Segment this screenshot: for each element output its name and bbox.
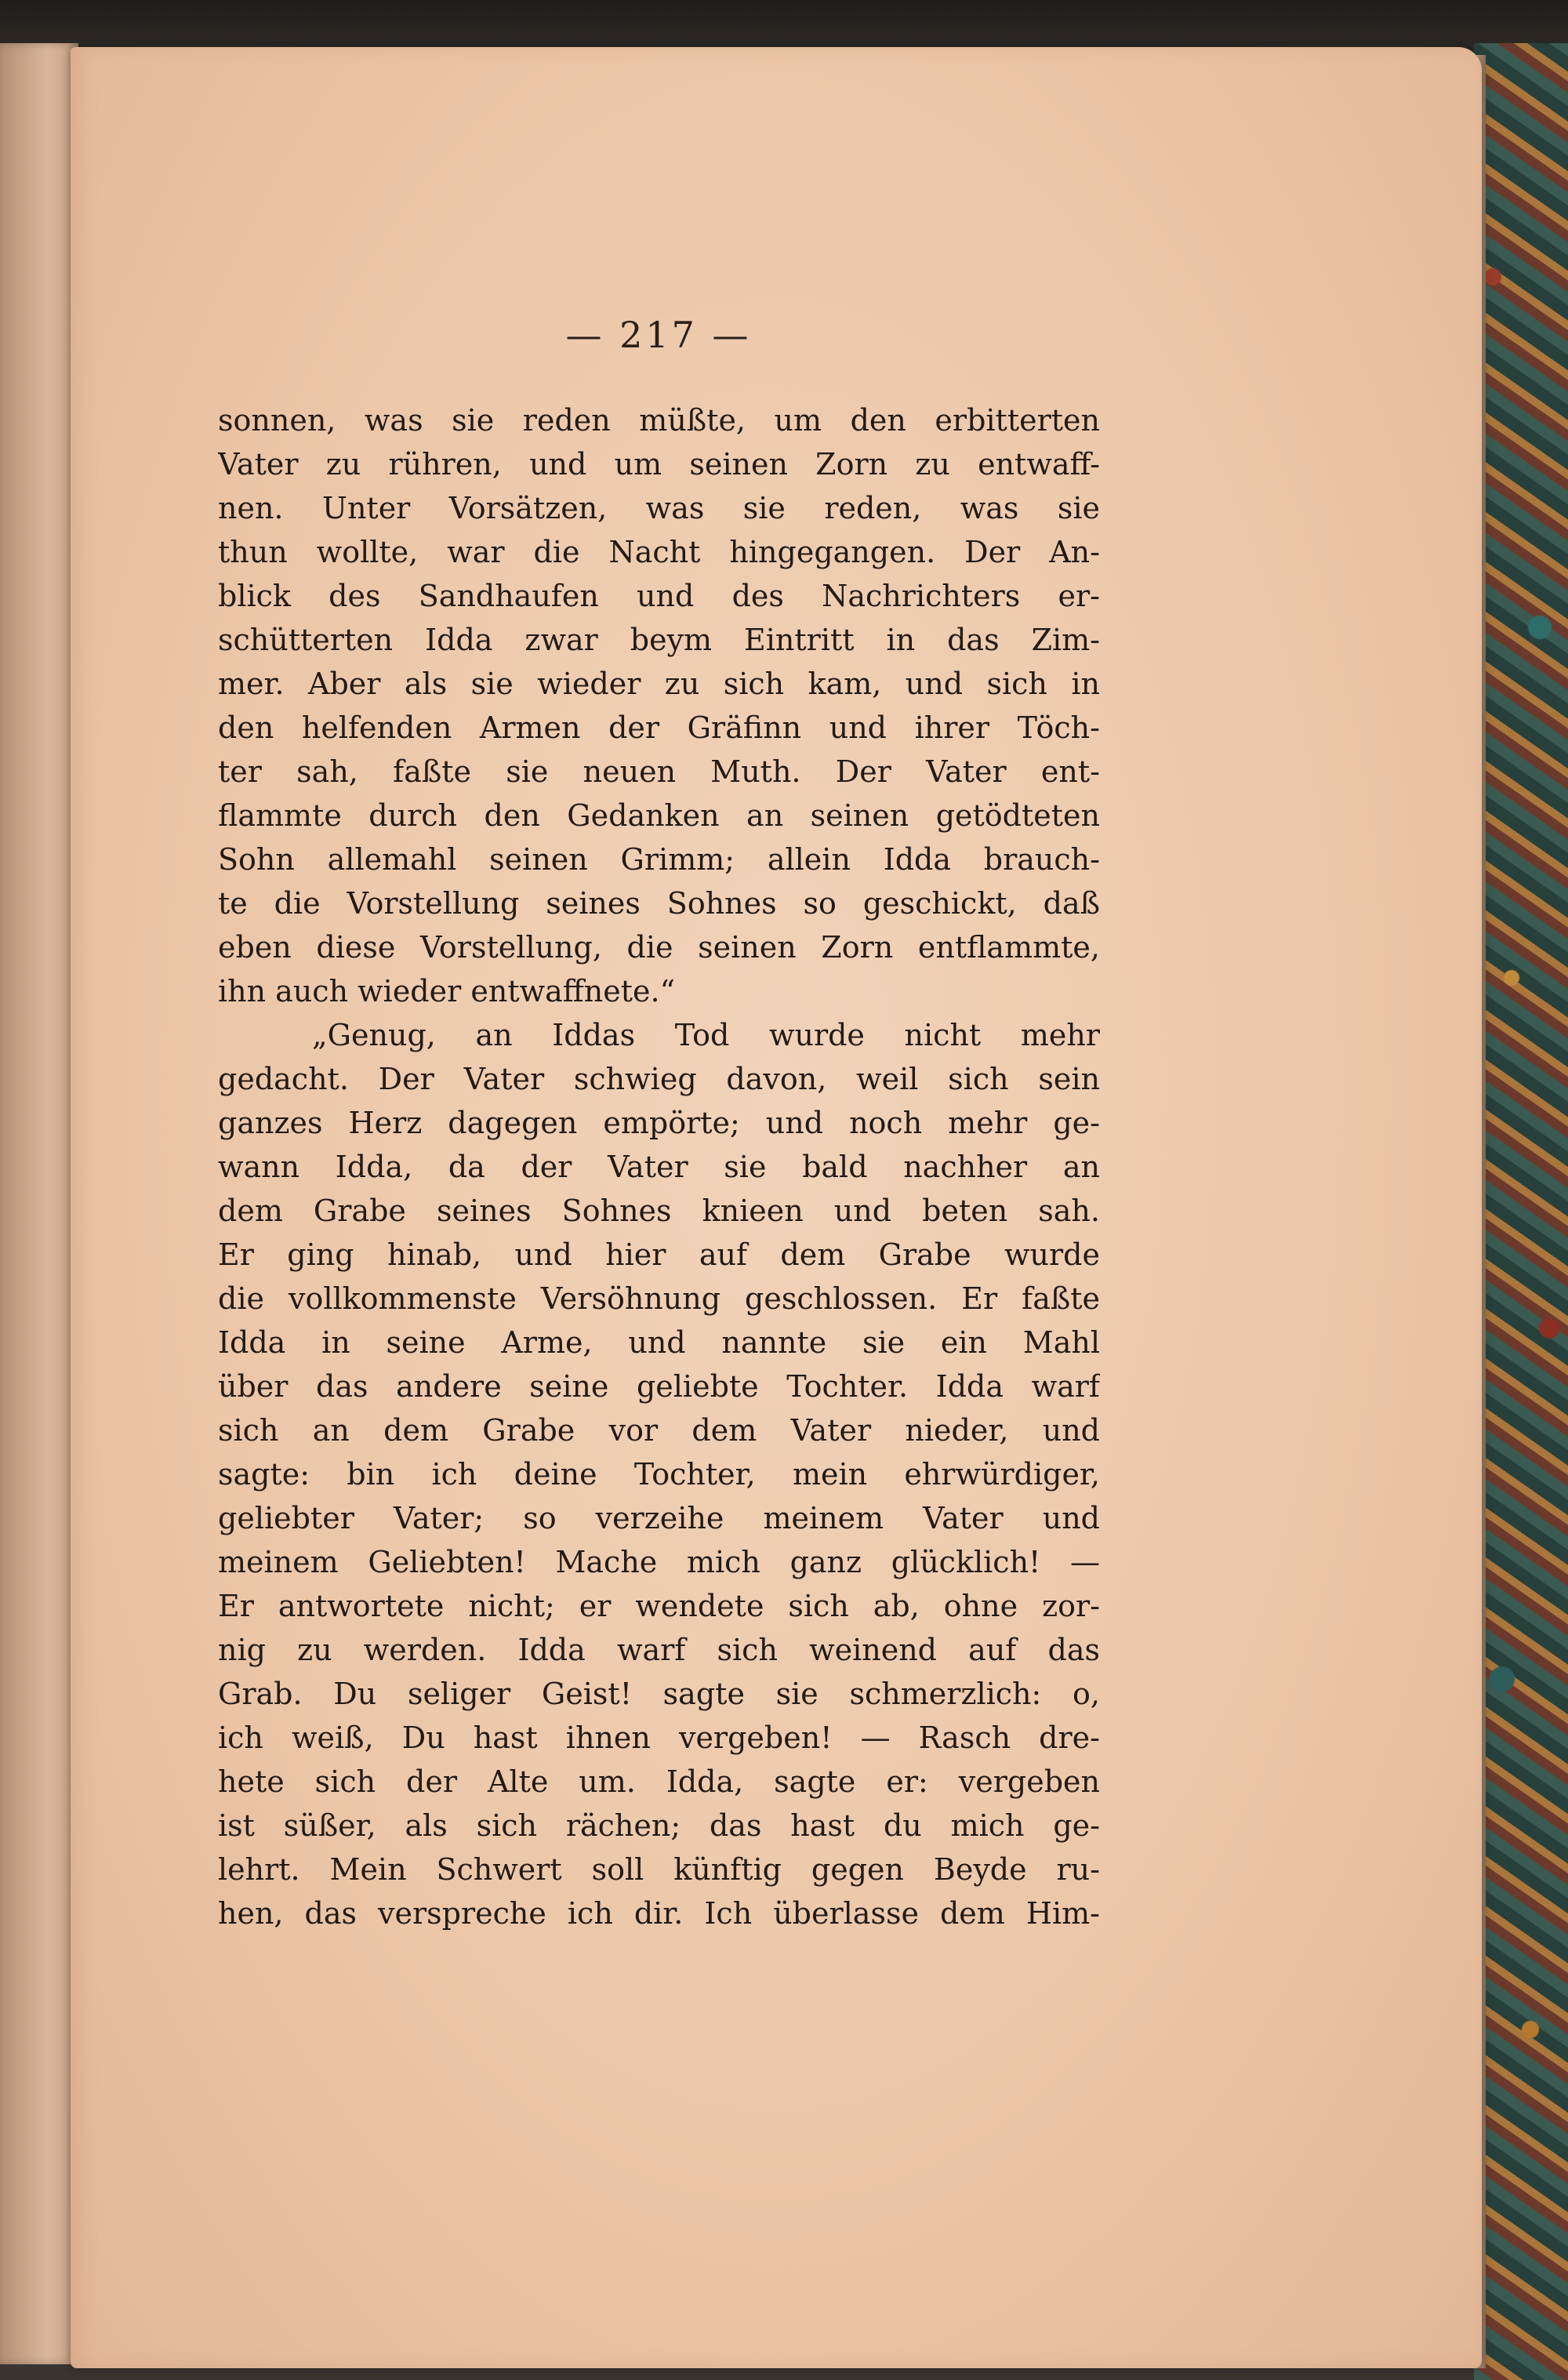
text-line: te die Vorstellung seines Sohnes so geschickt, daß [218,886,1100,921]
text-line: Idda in seine Arme, und nannte sie ein Mahl [218,1325,1100,1360]
text-line: nen. Unter Vorsätzen, was sie reden, was sie [218,491,1100,525]
text-line: ganzes Herz dagegen empörte; und noch mehr ge- [218,1106,1100,1140]
text-line: dem Grabe seines Sohnes knieen und beten sah. [218,1194,1100,1228]
left-facing-page-edge [0,43,78,2364]
text-line: ist süßer, als sich rächen; das hast du mich ge- [218,1808,1100,1843]
text-line: Er antwortete nicht; er wendete sich ab, ohne zor- [218,1589,1100,1623]
text-line: thun wollte, war die Nacht hingegangen. Der An- [218,535,1100,569]
text-line: flammte durch den Gedanken an seinen getödteten [218,798,1100,833]
text-line: nig zu werden. Idda warf sich weinend auf das [218,1633,1100,1667]
text-line: sonnen, was sie reden müßte, um den erbitterten [218,403,1100,438]
text-line: schütterten Idda zwar beym Eintritt in das Zim- [218,623,1100,657]
text-line: blick des Sandhaufen und des Nachrichters er- [218,579,1100,613]
paragraph-start-line: „Genug, an Iddas Tod wurde nicht mehr [312,1018,1100,1052]
page-number: — 217 — [565,314,752,356]
text-line: hen, das verspreche ich dir. Ich überlasse dem Him- [218,1896,1100,1931]
text-line: Sohn allemahl seinen Grimm; allein Idda brauch- [218,842,1100,877]
text-line: den helfenden Armen der Gräfinn und ihrer Töch- [218,710,1100,745]
marbled-cover-edge [1474,43,1568,2380]
text-line: hete sich der Alte um. Idda, sagte er: vergeben [218,1764,1100,1799]
text-line: lehrt. Mein Schwert soll künftig gegen Beyde ru- [218,1852,1100,1887]
text-line: meinem Geliebten! Mache mich ganz glücklich! — [218,1545,1100,1579]
text-line: geliebter Vater; so verzeihe meinem Vater und [218,1501,1100,1535]
text-line: die vollkommenste Versöhnung geschlossen. Er faßte [218,1281,1100,1316]
text-line: wann Idda, da der Vater sie bald nachher an [218,1150,1100,1184]
text-line: sich an dem Grabe vor dem Vater nieder, und [218,1413,1100,1448]
body-text [218,398,1100,1935]
text-line: Vater zu rühren, und um seinen Zorn zu entwaff- [218,447,1100,481]
text-line: ich weiß, Du hast ihnen vergeben! — Rasch dre- [218,1721,1100,1755]
text-line: ter sah, faßte sie neuen Muth. Der Vater ent- [218,754,1100,789]
text-line: gedacht. Der Vater schwieg davon, weil sich sein [218,1062,1100,1096]
text-line: ihn auch wieder entwaffnete.“ [218,974,676,1008]
text-line: über das andere seine geliebte Tochter. Idda warf [218,1369,1100,1404]
text-line: mer. Aber als sie wieder zu sich kam, und sich in [218,667,1100,701]
text-line: Er ging hinab, und hier auf dem Grabe wurde [218,1237,1100,1272]
text-line: sagte: bin ich deine Tochter, mein ehrwürdiger, [218,1457,1100,1492]
text-line: Grab. Du seliger Geist! sagte sie schmerzlich: o, [218,1677,1100,1711]
text-line: eben diese Vorstellung, die seinen Zorn entflammte, [218,930,1100,965]
